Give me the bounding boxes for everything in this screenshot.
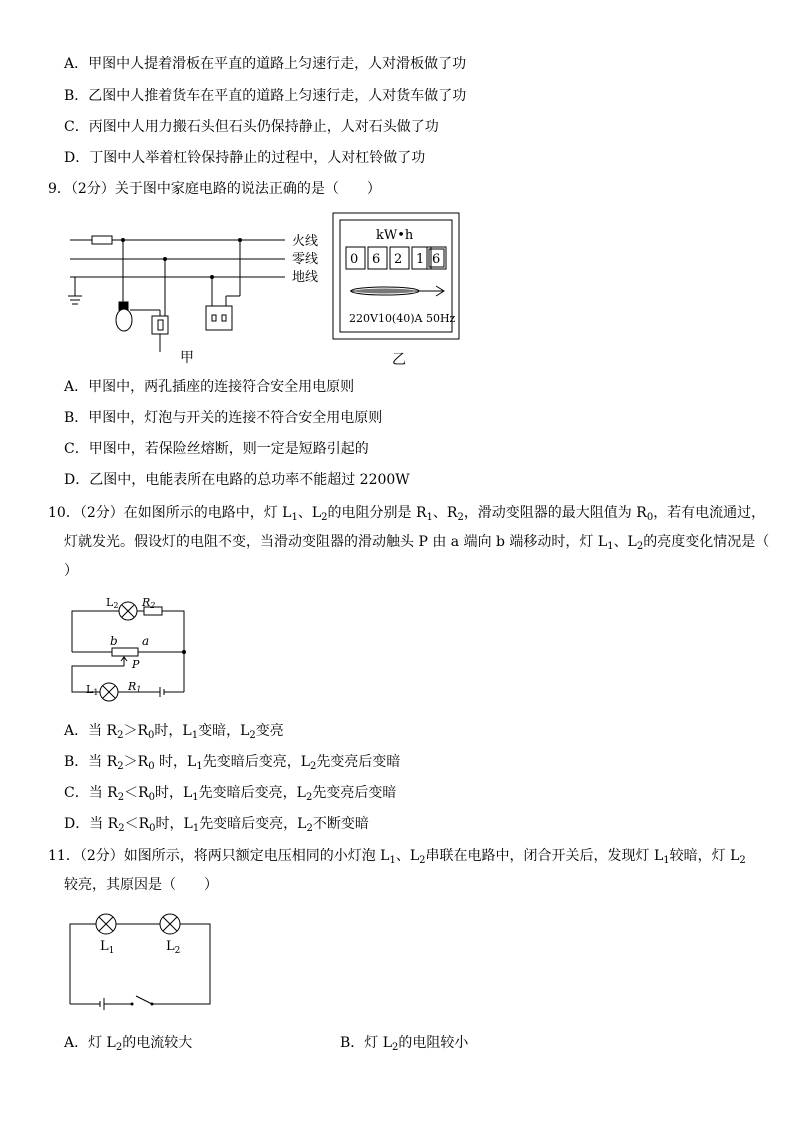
label-l2: $L_2$ [166,939,181,956]
neutral-wire-label: 零线 [292,252,319,267]
q9-option-a: A．甲图中，两孔插座的连接符合安全用电原则 [64,379,355,395]
label-l2: L2 [106,596,119,610]
meter-digit-5: 6 [432,252,441,267]
q9-stem: 9．（2分）关于图中家庭电路的说法正确的是（ ） [48,181,381,197]
q11-circuit-figure [64,910,218,1010]
label-a: a [142,634,150,648]
label-b: b [110,634,118,648]
ground-wire-label: 地线 [292,270,319,285]
q10-option-b: B．当 $R_2>R_0$ 时，$L_1$先变暗后变亮，$L_2$先变亮后变暗 [64,754,401,772]
label-r1: R1 [128,680,142,694]
q10-stem-line2: 灯就发光。假设灯的电阻不变，当滑动变阻器的滑动触头 P 由 a 端向 b 端移动时，灯 $L_1$、$L_2$的亮度变化情况是（ [64,534,770,552]
q8-option-a: A．甲图中人提着滑板在平直的道路上匀速行走，人对滑板做了功 [64,56,467,72]
q9-option-d: D．乙图中，电能表所在电路的总功率不能超过 2200W [64,472,410,488]
label-l1: $L_1$ [100,939,115,956]
q11-option-b: B．灯 $L_2$的电阻较小 [340,1035,469,1053]
figure-jia-caption: 甲 [180,350,194,366]
q11-option-a: A．灯 $L_2$的电流较大 [64,1035,193,1053]
label-l1: L1 [86,683,99,697]
q10-stem-line1: 10．（2分）在如图所示的电路中，灯 $L_1$、$L_2$的电阻分别是 $R_1$、$R_2$，滑动变阻器的最大阻值为 $R_0$，若有电流通过， [48,505,766,523]
meter-digit-3: 2 [394,252,403,267]
live-wire-label: 火线 [292,234,319,249]
q11-stem-line1: 11．（2分）如图所示，将两只额定电压相同的小灯泡 $L_1$、$L_2$串联在电路中，闭合开关后，发现灯 $L_1$较暗，灯 $L_2$ [48,848,746,866]
q8-option-c: C．丙图中人用力搬石头但石头仍保持静止，人对石头做了功 [64,119,439,135]
q8-option-d: D．丁图中人举着杠铃保持静止的过程中，人对杠铃做了功 [64,150,426,166]
q10-stem-line3: ） [64,563,78,579]
q8-option-b: B．乙图中人推着货车在平直的道路上匀速行走，人对货车做了功 [64,88,467,104]
q9-option-c: C．甲图中，若保险丝熔断，则一定是短路引起的 [64,441,369,457]
label-r2: R2 [142,596,156,610]
meter-digit-2: 6 [372,252,381,267]
figure-yi-caption: 乙 [392,352,406,368]
q10-option-c: C．当 $R_2<R_0$时，$L_1$先变暗后变亮，$L_2$先变亮后变暗 [64,785,397,803]
q11-stem-line2: 较亮，其原因是（ ） [64,877,218,893]
meter-unit: kW•h [376,228,414,243]
q10-option-a: A．当 $R_2>R_0$时，$L_1$变暗，$L_2$变亮 [64,723,284,741]
meter-rating: 220V10(40)A 50Hz [349,312,456,325]
meter-digit-4: 1 [416,252,425,267]
label-p: P [132,658,140,671]
q9-option-b: B．甲图中，灯泡与开关的连接不符合安全用电原则 [64,410,383,426]
q9-figure-jia [60,228,330,368]
q9-figure-yi [332,212,462,370]
meter-digit-1: 0 [350,252,359,267]
q10-circuit-figure [64,592,194,708]
q10-option-d: D．当 $R_2<R_0$时，$L_1$先变暗后变亮，$L_2$不断变暗 [64,816,369,834]
